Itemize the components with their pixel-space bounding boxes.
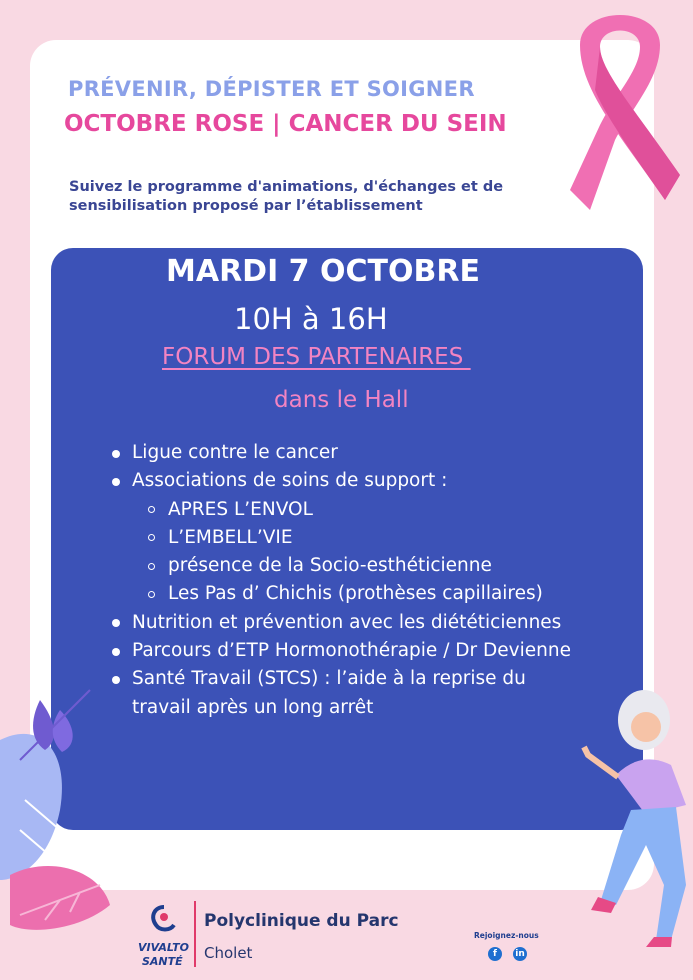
- list-subitem: [110, 580, 590, 608]
- event-title: FORUM DES PARTENAIRES: [162, 344, 471, 370]
- bullet-icon: [112, 648, 120, 656]
- linkedin-icon[interactable]: in: [513, 947, 527, 961]
- partner-list: [110, 439, 590, 722]
- vivalto-logo: [138, 903, 190, 973]
- page-title: OCTOBRE ROSE | CANCER DU SEIN: [64, 111, 507, 137]
- intro-text: [69, 178, 629, 216]
- list-item-text: Nutrition et prévention avec les diététiciennes: [132, 611, 562, 633]
- logo-mark-icon: [148, 903, 180, 937]
- list-item-text: Santé Travail (STCS) : l’aide à la reprise du travail après un long arrêt: [132, 668, 526, 718]
- list-item-text: APRES L’ENVOL: [168, 498, 313, 520]
- list-item-text: Les Pas d’ Chichis (prothèses capillaires): [168, 583, 543, 605]
- list-item-text: L’EMBELL’VIE: [168, 526, 293, 548]
- circle-bullet-icon: [148, 506, 155, 513]
- intro-line: sensibilisation proposé par l’établissement: [69, 198, 423, 214]
- list-item-text: présence de la Socio-esthéticienne: [168, 555, 492, 577]
- event-time: 10H à 16H: [234, 302, 388, 336]
- list-item: [110, 439, 590, 467]
- supertitle: PRÉVENIR, DÉPISTER ET SOIGNER: [68, 77, 475, 101]
- divider: [194, 901, 196, 967]
- join-label: Rejoignez-nous: [474, 931, 539, 940]
- list-item: [110, 637, 590, 665]
- bullet-icon: [112, 619, 120, 627]
- list-item: [110, 665, 590, 722]
- clinic-name: Polyclinique du Parc: [204, 911, 399, 931]
- list-item-text: Ligue contre le cancer: [132, 442, 338, 463]
- leaf-icon: [0, 680, 120, 940]
- event-date: MARDI 7 OCTOBRE: [166, 254, 480, 289]
- list-item-text: Parcours d’ETP Hormonothérapie / Dr Devienne: [132, 640, 571, 662]
- list-item-text: Associations de soins de support :: [132, 470, 448, 492]
- clinic-city: Cholet: [204, 944, 253, 962]
- woman-illustration: [576, 685, 693, 955]
- circle-bullet-icon: [148, 591, 155, 598]
- intro-line: Suivez le programme d'animations, d'échanges et de: [69, 179, 504, 195]
- list-item: [110, 467, 590, 495]
- bullet-icon: [112, 478, 120, 486]
- list-item: [110, 609, 590, 637]
- circle-bullet-icon: [148, 563, 155, 570]
- circle-bullet-icon: [148, 534, 155, 541]
- brand-line: SANTÉ: [142, 955, 183, 968]
- facebook-icon[interactable]: f: [488, 947, 502, 961]
- brand-line: VIVALTO: [138, 941, 189, 954]
- list-subitem: [110, 496, 590, 524]
- bullet-icon: [112, 450, 120, 458]
- list-subitem: [110, 524, 590, 552]
- event-location: dans le Hall: [274, 387, 409, 413]
- list-subitem: [110, 552, 590, 580]
